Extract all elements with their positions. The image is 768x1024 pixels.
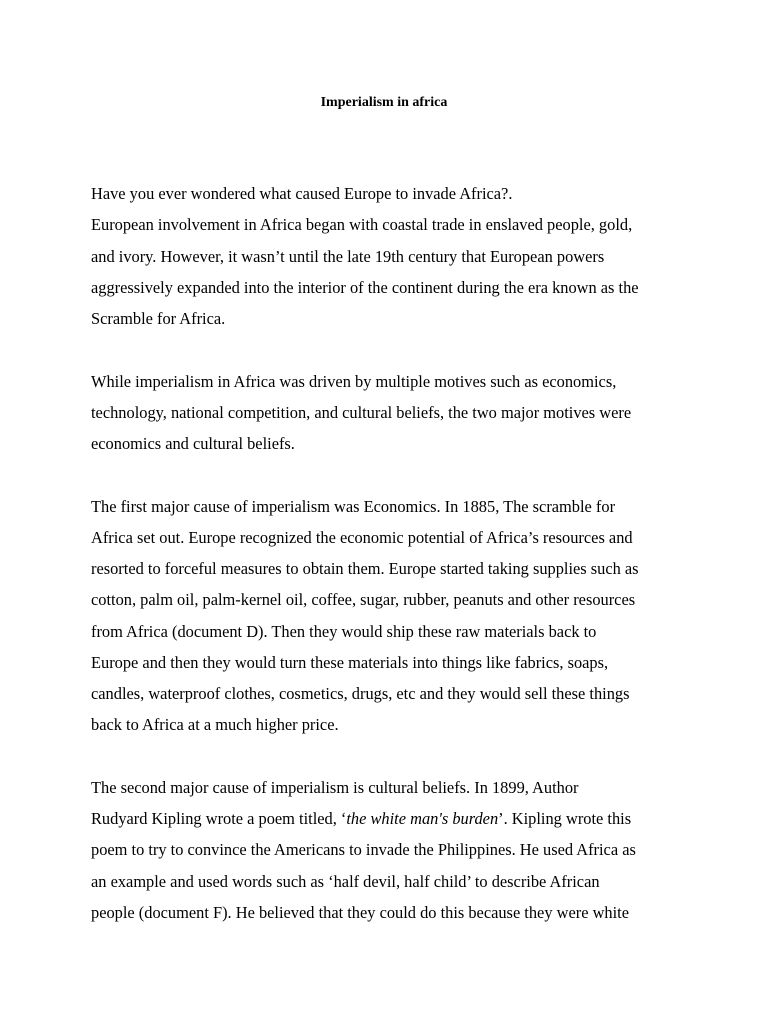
paragraph-spacer [91, 741, 691, 772]
poem-title: the white man's burden [346, 809, 499, 828]
text-line-with-poem-title [91, 803, 691, 834]
text-line: an example and used words such as ‘half devil, half child’ to describe African [91, 871, 600, 891]
text-line: cotton, palm oil, palm-kernel oil, coffee, sugar, rubber, peanuts and other resources [91, 590, 636, 610]
text-line: European involvement in Africa began with coastal trade in enslaved people, gold, [91, 215, 633, 235]
text-line: from Africa (document D). Then they would ship these raw materials back to [91, 621, 597, 641]
text-fragment: Rudyard Kipling wrote a poem titled, ‘ [91, 809, 347, 828]
text-line: The second major cause of imperialism is cultural beliefs. In 1899, Author [91, 777, 579, 797]
paragraph-spacer [91, 334, 691, 365]
text-line: people (document F). He believed that they could do this because they were white [91, 902, 629, 922]
paragraph-intro [91, 178, 691, 334]
text-line: Africa set out. Europe recognized the economic potential of Africa’s resources and [91, 527, 633, 547]
text-line: While imperialism in Africa was driven by multiple motives such as economics, [91, 371, 617, 391]
text-line: Have you ever wondered what caused Europe to invade Africa?. [91, 184, 513, 203]
text-line: technology, national competition, and cultural beliefs, the two major motives were [91, 402, 632, 422]
paragraph-spacer [91, 459, 691, 490]
paragraph-economics [91, 491, 691, 741]
text-line: candles, waterproof clothes, cosmetics, drugs, etc and they would sell these things [91, 684, 630, 703]
text-line: Europe and then they would turn these materials into things like fabrics, soaps, [91, 652, 609, 672]
document-title: Imperialism in africa [320, 95, 448, 110]
text-line: economics and cultural beliefs. [91, 434, 295, 453]
text-line: resorted to forceful measures to obtain them. Europe started taking supplies such as [91, 559, 639, 578]
document-body [91, 178, 691, 928]
text-line: and ivory. However, it wasn’t until the late 19th century that European powers [91, 246, 605, 266]
text-line: The first major cause of imperialism was Economics. In 1885, The scramble for [91, 496, 616, 516]
text-fragment: ’. Kipling wrote this [498, 809, 632, 828]
text-line: back to Africa at a much higher price. [91, 715, 339, 735]
paragraph-motives [91, 366, 691, 460]
text-line: Scramble for Africa. [91, 309, 226, 328]
text-line: poem to try to convince the Americans to invade the Philippines. He used Africa as [91, 840, 636, 860]
paragraph-cultural-beliefs [91, 772, 691, 928]
text-line: aggressively expanded into the interior of the continent during the era known as the [91, 277, 639, 297]
